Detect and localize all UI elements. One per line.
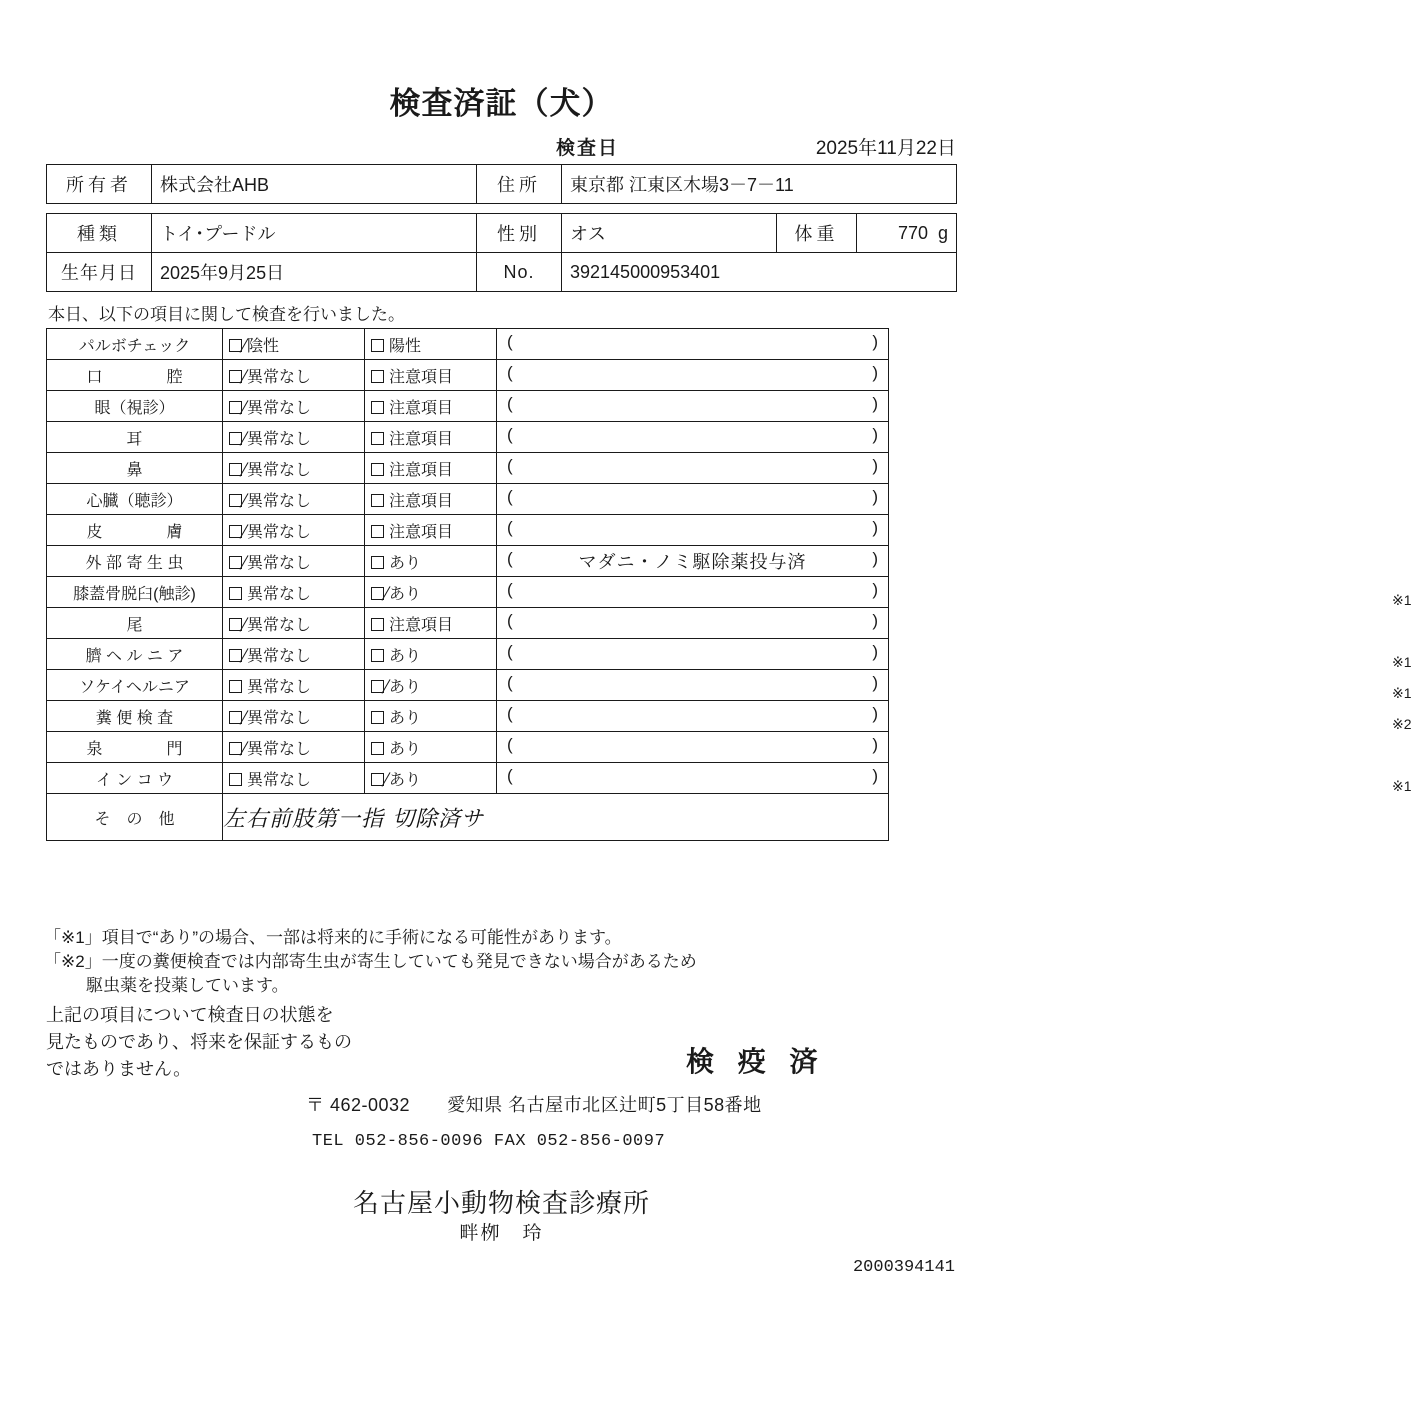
paren-close: ) — [872, 611, 878, 630]
checklist-option-normal[interactable] — [223, 670, 365, 701]
paren-close: ) — [872, 549, 878, 568]
checkbox-icon[interactable] — [371, 463, 384, 476]
paren-close: ) — [872, 735, 878, 754]
checkbox-icon[interactable] — [371, 432, 384, 445]
address-label: 住所 — [477, 165, 562, 204]
microchip-no-value: 392145000953401 — [562, 253, 957, 292]
checklist-item-label: 眼（視診） — [47, 391, 223, 422]
checklist-row — [47, 701, 889, 732]
checklist-option-abnormal[interactable] — [365, 701, 497, 732]
paren-open: ( — [507, 673, 513, 692]
owner-info-table — [46, 164, 957, 292]
serial-number: 2000394141 — [852, 1258, 955, 1277]
footnote-marker: ※1 — [1392, 778, 1412, 794]
footnote-marker: ※1 — [1392, 592, 1412, 608]
checklist-option-normal-label: 異常なし — [247, 647, 312, 665]
checklist-option-abnormal-label: あり — [389, 585, 422, 603]
checklist-option-abnormal-label: 注意項目 — [389, 368, 454, 386]
checkbox-icon[interactable] — [371, 525, 384, 538]
checked-checkbox-icon[interactable] — [229, 618, 242, 631]
paren-close: ) — [872, 642, 878, 661]
checkbox-icon[interactable] — [371, 618, 384, 631]
checklist-item-label: 泉 門 — [47, 732, 223, 763]
checklist-option-normal-label: 異常なし — [247, 399, 312, 417]
birthdate-value: 2025年9月25日 — [152, 253, 477, 292]
birthdate-label: 生年月日 — [47, 253, 152, 292]
checklist-option-abnormal[interactable] — [365, 453, 497, 484]
breed-label: 種類 — [47, 214, 152, 253]
checklist-option-normal[interactable] — [223, 763, 365, 794]
checkbox-icon[interactable] — [229, 587, 242, 600]
exam-date-label: 検査日 — [556, 138, 620, 159]
paren-close: ) — [872, 518, 878, 537]
checklist-option-normal-label: 異常なし — [247, 740, 312, 758]
checklist-item-label: 皮 膚 — [47, 515, 223, 546]
checklist-row — [47, 453, 889, 484]
checklist-option-normal[interactable] — [223, 701, 365, 732]
checklist-option-abnormal[interactable] — [365, 484, 497, 515]
checklist-row — [47, 577, 889, 608]
checklist-option-abnormal[interactable] — [365, 422, 497, 453]
checklist-option-normal-label: 異常なし — [247, 709, 312, 727]
checklist-option-normal[interactable] — [223, 608, 365, 639]
checklist-option-normal[interactable] — [223, 453, 365, 484]
checkbox-icon[interactable] — [371, 401, 384, 414]
checked-checkbox-icon[interactable] — [371, 773, 384, 786]
checklist-option-abnormal[interactable] — [365, 763, 497, 794]
footnote-marker: ※1 — [1392, 654, 1412, 670]
paren-open: ( — [507, 425, 513, 444]
paren-open: ( — [507, 487, 513, 506]
checklist-row — [47, 391, 889, 422]
checked-checkbox-icon[interactable] — [229, 432, 242, 445]
checklist-item-label: 糞 便 検 査 — [47, 701, 223, 732]
checklist-option-abnormal-label: 注意項目 — [389, 399, 454, 417]
paren-open: ( — [507, 766, 513, 785]
checklist-item-label: 心臓（聴診） — [47, 484, 223, 515]
microchip-no-label: No. — [477, 253, 562, 292]
checklist-note-cell — [497, 515, 889, 546]
exam-statement: 本日、以下の項目に関して検査を行いました。 — [48, 305, 405, 324]
exam-date-value: 2025年11月22日 — [815, 138, 956, 159]
checklist-row — [47, 732, 889, 763]
checklist-note-cell — [497, 546, 889, 577]
checked-checkbox-icon[interactable] — [229, 556, 242, 569]
checklist-row — [47, 763, 889, 794]
checked-checkbox-icon[interactable] — [229, 742, 242, 755]
checked-checkbox-icon[interactable] — [229, 525, 242, 538]
weight-number: 770 — [897, 222, 928, 243]
paren-open: ( — [507, 735, 513, 754]
checklist-option-normal[interactable] — [223, 422, 365, 453]
checkbox-icon[interactable] — [371, 339, 384, 352]
paren-open: ( — [507, 580, 513, 599]
checklist-note-cell — [497, 732, 889, 763]
paren-close: ) — [872, 580, 878, 599]
checklist-item-label: 鼻 — [47, 453, 223, 484]
checked-checkbox-icon[interactable] — [371, 680, 384, 693]
checklist-option-normal[interactable] — [223, 484, 365, 515]
checked-checkbox-icon[interactable] — [229, 339, 242, 352]
checklist-option-normal-label: 異常なし — [247, 430, 312, 448]
checklist-option-normal-label: 異常なし — [247, 771, 312, 789]
disclaimer-line-3: ではありません。 — [46, 1059, 192, 1079]
paren-open: ( — [507, 704, 513, 723]
checklist-row — [47, 639, 889, 670]
footnote-2-line1: 「※2」一度の糞便検査では内部寄生虫が寄生していても発見できない場合があるため — [44, 952, 697, 972]
checklist-option-abnormal-label: あり — [389, 647, 422, 665]
paren-close: ) — [872, 704, 878, 723]
checked-checkbox-icon[interactable] — [229, 494, 242, 507]
sex-label: 性別 — [477, 214, 562, 253]
owner-row — [47, 165, 957, 204]
checklist-row — [47, 608, 889, 639]
checklist-option-normal-label: 陰性 — [247, 337, 280, 355]
checklist-option-abnormal-label: 注意項目 — [389, 461, 454, 479]
checkbox-icon[interactable] — [229, 680, 242, 693]
checklist-option-abnormal-label: あり — [389, 554, 422, 572]
paren-open: ( — [507, 611, 513, 630]
checklist-option-abnormal[interactable] — [365, 360, 497, 391]
checklist-row — [47, 484, 889, 515]
checklist-option-abnormal-label: 注意項目 — [389, 523, 454, 541]
other-remarks-label: そ の 他 — [47, 794, 223, 841]
checklist-item-label: 耳 — [47, 422, 223, 453]
checklist-item-label: ソケイヘルニア — [47, 670, 223, 701]
disclaimer — [46, 1002, 426, 1083]
checklist-option-normal[interactable] — [223, 329, 365, 360]
disclaimer-line-1: 上記の項目について検査日の状態を — [46, 1005, 334, 1025]
paren-open: ( — [507, 642, 513, 661]
checklist-option-abnormal-label: 陽性 — [389, 337, 422, 355]
checklist-item-label: 尾 — [47, 608, 223, 639]
checked-checkbox-icon[interactable] — [229, 649, 242, 662]
paren-close: ) — [872, 673, 878, 692]
checklist-row — [47, 515, 889, 546]
checklist-note-cell — [497, 360, 889, 391]
paren-open: ( — [507, 332, 513, 351]
checklist-note-cell — [497, 577, 1412, 608]
paren-close: ) — [872, 363, 878, 382]
footnote-1: 「※1」項目で“あり”の場合、一部は将来的に手術になる可能性があります。 — [44, 928, 622, 947]
checklist-option-abnormal-label: あり — [389, 678, 422, 696]
checked-checkbox-icon[interactable] — [229, 711, 242, 724]
checklist-note-cell — [497, 670, 1412, 701]
spacer-row — [47, 204, 957, 214]
sex-value: オス — [562, 214, 777, 253]
paren-open: ( — [507, 549, 513, 568]
checklist-option-normal[interactable] — [223, 360, 365, 391]
paren-open: ( — [507, 518, 513, 537]
checklist-option-abnormal[interactable] — [365, 515, 497, 546]
checkbox-icon[interactable] — [371, 556, 384, 569]
checklist-option-normal[interactable] — [223, 391, 365, 422]
checklist-row — [47, 670, 889, 701]
checkbox-icon[interactable] — [371, 711, 384, 724]
checklist-option-abnormal[interactable] — [365, 391, 497, 422]
paren-close: ) — [872, 766, 878, 785]
checked-checkbox-icon[interactable] — [229, 463, 242, 476]
footnote-marker: ※2 — [1392, 716, 1412, 732]
checkbox-icon[interactable] — [229, 773, 242, 786]
page-title: 検査済証（犬） — [389, 86, 614, 121]
clinic-name: 名古屋小動物検査診療所 — [352, 1188, 650, 1218]
checklist-option-abnormal[interactable] — [365, 546, 497, 577]
checklist-row — [47, 422, 889, 453]
checklist-row — [47, 360, 889, 391]
checkbox-icon[interactable] — [371, 742, 384, 755]
birth-row — [47, 253, 957, 292]
checklist-option-normal[interactable] — [223, 732, 365, 763]
checklist-item-label: 外 部 寄 生 虫 — [47, 546, 223, 577]
paren-open: ( — [507, 363, 513, 382]
owner-value: 株式会社AHB — [152, 165, 477, 204]
checklist-option-abnormal[interactable] — [365, 670, 497, 701]
clinic-address: 〒 462-0032 愛知県 名古屋市北区辻町5丁目58番地 — [306, 1095, 762, 1115]
checklist-table — [46, 328, 1412, 841]
paren-close: ) — [872, 425, 878, 444]
other-remarks-value: 左右前肢第一指 切除済サ — [223, 794, 889, 841]
checklist-option-abnormal[interactable] — [365, 608, 497, 639]
checked-checkbox-icon[interactable] — [371, 587, 384, 600]
checklist-option-normal-label: 異常なし — [247, 616, 312, 634]
checklist-note-cell — [497, 608, 889, 639]
checklist-row — [47, 329, 889, 360]
checklist-note-cell — [497, 639, 1412, 670]
checklist-note-cell — [497, 422, 889, 453]
checklist-note-text: マダニ・ノミ駆除薬投与済 — [578, 552, 807, 572]
checklist-item-label: パルボチェック — [47, 329, 223, 360]
checklist-option-normal[interactable] — [223, 639, 365, 670]
checklist-note-cell — [497, 484, 889, 515]
checklist-option-normal-label: 異常なし — [247, 492, 312, 510]
checklist-option-abnormal-label: 注意項目 — [389, 492, 454, 510]
checklist-option-normal-label: 異常なし — [247, 523, 312, 541]
checklist-note-cell — [497, 701, 1412, 732]
checklist-option-normal-label: 異常なし — [247, 461, 312, 479]
paren-open: ( — [507, 456, 513, 475]
address-value: 東京都 江東区木場3－7－11 — [562, 165, 957, 204]
checklist-option-abnormal-label: 注意項目 — [389, 430, 454, 448]
checked-checkbox-icon[interactable] — [229, 370, 242, 383]
breed-value: トイ･プードル — [152, 214, 477, 253]
doctor-name: 畔栁 玲 — [459, 1223, 544, 1244]
checkbox-icon[interactable] — [371, 494, 384, 507]
paren-close: ) — [872, 456, 878, 475]
quarantine-stamp: 検 疫 済 — [686, 1046, 826, 1077]
checklist-item-label: 口 腔 — [47, 360, 223, 391]
weight-label: 体重 — [777, 214, 857, 253]
other-remarks-row — [47, 794, 889, 841]
checklist-option-normal[interactable] — [223, 577, 365, 608]
paren-close: ) — [872, 394, 878, 413]
paren-open: ( — [507, 394, 513, 413]
checklist-note-cell — [497, 453, 889, 484]
checklist-note-cell — [497, 391, 889, 422]
checklist-option-normal-label: 異常なし — [247, 678, 312, 696]
breed-row — [47, 214, 957, 253]
checklist-option-normal[interactable] — [223, 546, 365, 577]
checked-checkbox-icon[interactable] — [229, 401, 242, 414]
checkbox-icon[interactable] — [371, 370, 384, 383]
checklist-note-cell — [497, 763, 1412, 794]
checkbox-icon[interactable] — [371, 649, 384, 662]
weight-value — [857, 214, 957, 253]
paren-close: ) — [872, 487, 878, 506]
checklist-option-abnormal[interactable] — [365, 732, 497, 763]
checklist-row — [47, 546, 889, 577]
checklist-option-normal-label: 異常なし — [247, 554, 312, 572]
exam-date-row — [46, 133, 956, 159]
owner-label: 所有者 — [47, 165, 152, 204]
checklist-note-cell — [497, 329, 889, 360]
footnotes — [44, 926, 944, 998]
checklist-option-abnormal[interactable] — [365, 577, 497, 608]
weight-unit: g — [938, 222, 949, 243]
footnote-marker: ※1 — [1392, 685, 1412, 701]
checklist-option-abnormal-label: あり — [389, 709, 422, 727]
checklist-item-label: イ ン コ ウ — [47, 763, 223, 794]
clinic-phone: TEL 052-856-0096 FAX 052-856-0097 — [312, 1132, 666, 1151]
checklist-item-label: 膝蓋骨脱臼(触診) — [47, 577, 223, 608]
checklist-option-abnormal-label: あり — [389, 771, 422, 789]
checklist-option-normal[interactable] — [223, 515, 365, 546]
checklist-item-label: 臍 ヘ ル ニ ア — [47, 639, 223, 670]
checklist-option-abnormal[interactable] — [365, 639, 497, 670]
paren-close: ) — [872, 332, 878, 351]
checklist-option-abnormal[interactable] — [365, 329, 497, 360]
checklist-option-normal-label: 異常なし — [247, 585, 312, 603]
disclaimer-line-2: 見たものであり、将来を保証するもの — [46, 1032, 352, 1052]
checklist-option-abnormal-label: 注意項目 — [389, 616, 454, 634]
footnote-2-line2: 駆虫薬を投薬しています。 — [86, 976, 289, 996]
checklist-option-abnormal-label: あり — [389, 740, 422, 758]
checklist-option-normal-label: 異常なし — [247, 368, 312, 386]
